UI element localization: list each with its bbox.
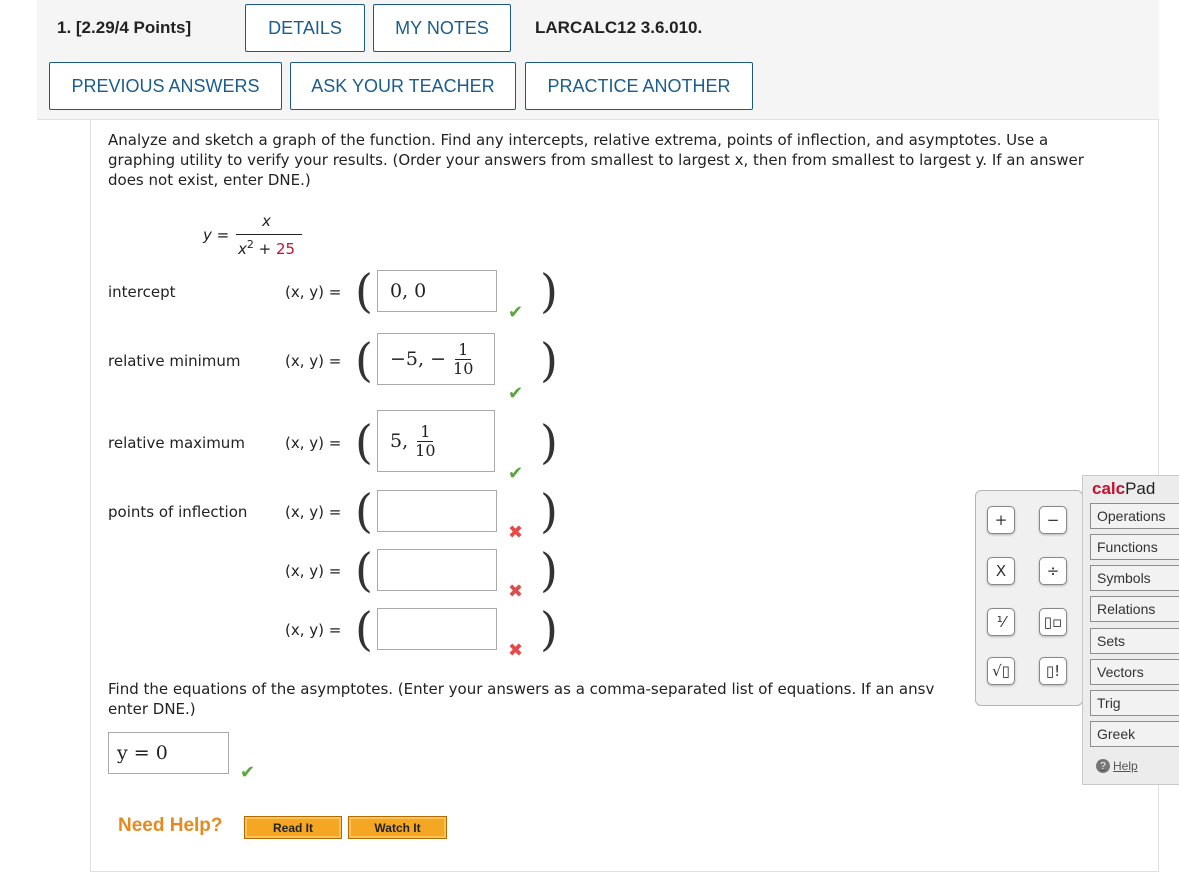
question-header bbox=[37, 0, 1159, 120]
incorrect-x-icon: ✖ bbox=[508, 640, 524, 661]
xy-label: (x, y) = bbox=[285, 283, 342, 301]
question-prompt: Analyze and sketch a graph of the function. Find any intercepts, relative extrema, points of inflection, and asymptotes. Use a graphing utility to verify your results. (Order your answers from smallest to largest x, then from smallest to largest y. If an answer does not exist, enter DNE.) bbox=[108, 131, 1084, 189]
factorial-button[interactable]: ▯! bbox=[1039, 657, 1067, 685]
intercept-input[interactable]: 0, 0 bbox=[377, 270, 497, 312]
calcpad-title: calcPad bbox=[1092, 479, 1156, 498]
asymptote-prompt: Find the equations of the asymptotes. (Enter your answers as a comma-separated list of equations. If an ansv enter DNE.) bbox=[108, 680, 935, 718]
inflection-input-3[interactable] bbox=[377, 608, 497, 650]
fraction-button[interactable]: ⅟ bbox=[987, 608, 1015, 636]
correct-check-icon: ✔ bbox=[240, 762, 256, 783]
minus-button[interactable]: − bbox=[1039, 506, 1067, 534]
correct-check-icon: ✔ bbox=[508, 383, 524, 404]
sqrt-button[interactable]: √▯ bbox=[987, 657, 1015, 685]
tab-relations[interactable]: Relations bbox=[1090, 596, 1179, 622]
question-points: 1. [2.29/4 Points] bbox=[57, 18, 192, 37]
relative-maximum-label: relative maximum bbox=[108, 434, 245, 452]
left-paren: ( bbox=[355, 543, 373, 597]
right-paren: ) bbox=[540, 333, 558, 387]
intercept-label: intercept bbox=[108, 283, 176, 301]
incorrect-x-icon: ✖ bbox=[508, 522, 524, 543]
relative-minimum-input[interactable]: −5, − $\frac{1}{10}$ bbox=[377, 333, 495, 385]
previous-answers-button[interactable]: PREVIOUS ANSWERS bbox=[49, 62, 282, 110]
relative-maximum-input[interactable]: 5, $\frac{1}{10}$ bbox=[377, 410, 495, 472]
details-button[interactable]: DETAILS bbox=[245, 4, 365, 52]
right-paren: ) bbox=[540, 264, 558, 318]
correct-check-icon: ✔ bbox=[508, 302, 524, 323]
right-paren: ) bbox=[540, 415, 558, 469]
tab-symbols[interactable]: Symbols bbox=[1090, 565, 1179, 591]
read-it-button[interactable]: Read It bbox=[244, 816, 342, 839]
inflection-input-2[interactable] bbox=[377, 549, 497, 591]
asymptote-input[interactable]: y = 0 bbox=[108, 732, 229, 774]
tab-functions[interactable]: Functions bbox=[1090, 534, 1179, 560]
right-paren: ) bbox=[540, 543, 558, 597]
answer-fraction: $\frac{1}{10}$ bbox=[453, 339, 474, 378]
xy-label: (x, y) = bbox=[285, 503, 342, 521]
answer-fraction: $\frac{1}{10}$ bbox=[415, 421, 436, 460]
problem-code: LARCALC12 3.6.010. bbox=[535, 18, 703, 37]
xy-label: (x, y) = bbox=[285, 434, 342, 452]
function-denominator: $x^2 + 25$ bbox=[238, 238, 296, 258]
calcpad-help-link[interactable]: ? Help bbox=[1096, 759, 1138, 773]
tab-sets[interactable]: Sets bbox=[1090, 628, 1179, 654]
calcpad-button-panel bbox=[975, 490, 1083, 706]
practice-another-button[interactable]: PRACTICE ANOTHER bbox=[525, 62, 753, 110]
watch-it-button[interactable]: Watch It bbox=[348, 816, 447, 839]
left-paren: ( bbox=[355, 264, 373, 318]
left-paren: ( bbox=[355, 484, 373, 538]
right-paren: ) bbox=[540, 602, 558, 656]
xy-label: (x, y) = bbox=[285, 352, 342, 370]
xy-label: (x, y) = bbox=[285, 562, 342, 580]
plus-button[interactable]: + bbox=[987, 506, 1015, 534]
relative-minimum-label: relative minimum bbox=[108, 352, 241, 370]
tab-trig[interactable]: Trig bbox=[1090, 690, 1179, 716]
points-of-inflection-label: points of inflection bbox=[108, 503, 248, 521]
left-paren: ( bbox=[355, 333, 373, 387]
function-numerator: x bbox=[262, 212, 271, 230]
my-notes-button[interactable]: MY NOTES bbox=[373, 4, 511, 52]
tab-vectors[interactable]: Vectors bbox=[1090, 659, 1179, 685]
function-lhs: y = bbox=[203, 226, 230, 244]
correct-check-icon: ✔ bbox=[508, 463, 524, 484]
xy-label: (x, y) = bbox=[285, 621, 342, 639]
calcpad-tabs bbox=[1082, 475, 1179, 785]
power-button[interactable]: ▯▫ bbox=[1039, 608, 1067, 636]
tab-operations[interactable]: Operations bbox=[1090, 503, 1179, 529]
help-icon: ? bbox=[1096, 759, 1110, 773]
left-paren: ( bbox=[355, 602, 373, 656]
tab-greek[interactable]: Greek bbox=[1090, 721, 1179, 747]
fraction-bar bbox=[236, 234, 302, 235]
left-paren: ( bbox=[355, 415, 373, 469]
times-button[interactable]: X bbox=[987, 557, 1015, 585]
right-paren: ) bbox=[540, 484, 558, 538]
divide-button[interactable]: ÷ bbox=[1039, 557, 1067, 585]
need-help-label: Need Help? bbox=[118, 815, 223, 836]
ask-your-teacher-button[interactable]: ASK YOUR TEACHER bbox=[290, 62, 516, 110]
inflection-input-1[interactable] bbox=[377, 490, 497, 532]
incorrect-x-icon: ✖ bbox=[508, 581, 524, 602]
